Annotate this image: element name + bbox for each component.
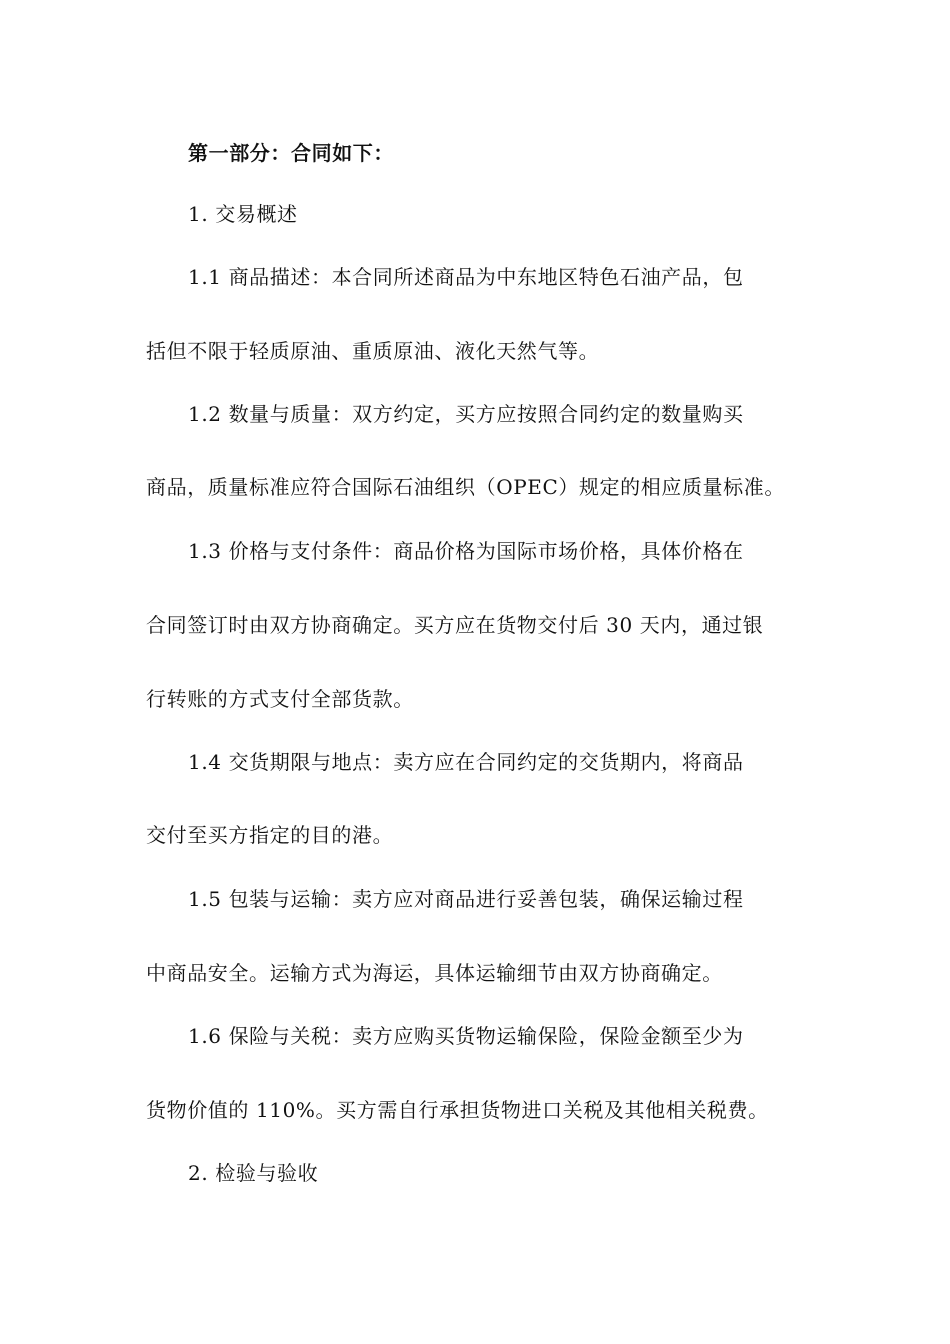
clause-1-title: 1. 交易概述 [188, 202, 298, 226]
clause-1-6-line-2: 货物价值的 110%。买方需自行承担货物进口关税及其他相关税费。 [146, 1098, 769, 1122]
clause-1-5-line-2: 中商品安全。运输方式为海运，具体运输细节由双方协商确定。 [146, 961, 723, 985]
clause-1-2-line-1: 1.2 数量与质量：双方约定，买方应按照合同约定的数量购买 [188, 402, 744, 426]
clause-2-title: 2. 检验与验收 [188, 1161, 319, 1185]
clause-1-4-line-1: 1.4 交货期限与地点：卖方应在合同约定的交货期内，将商品 [188, 750, 744, 774]
clause-1-4-line-2: 交付至买方指定的目的港。 [146, 823, 394, 847]
clause-1-2-line-2: 商品，质量标准应符合国际石油组织（OPEC）规定的相应质量标准。 [146, 475, 785, 499]
clause-1-3-line-2: 合同签订时由双方协商确定。买方应在货物交付后 30 天内，通过银 [146, 613, 764, 637]
clause-1-1-line-2: 括但不限于轻质原油、重质原油、液化天然气等。 [146, 339, 600, 363]
clause-1-3-line-3: 行转账的方式支付全部货款。 [146, 687, 414, 711]
clause-1-6-line-1: 1.6 保险与关税：卖方应购买货物运输保险，保险金额至少为 [188, 1024, 744, 1048]
clause-1-5-line-1: 1.5 包装与运输：卖方应对商品进行妥善包装，确保运输过程 [188, 887, 744, 911]
section-heading: 第一部分：合同如下： [188, 141, 394, 165]
clause-1-1-line-1: 1.1 商品描述：本合同所述商品为中东地区特色石油产品，包 [188, 265, 744, 289]
clause-1-3-line-1: 1.3 价格与支付条件：商品价格为国际市场价格，具体价格在 [188, 539, 744, 563]
